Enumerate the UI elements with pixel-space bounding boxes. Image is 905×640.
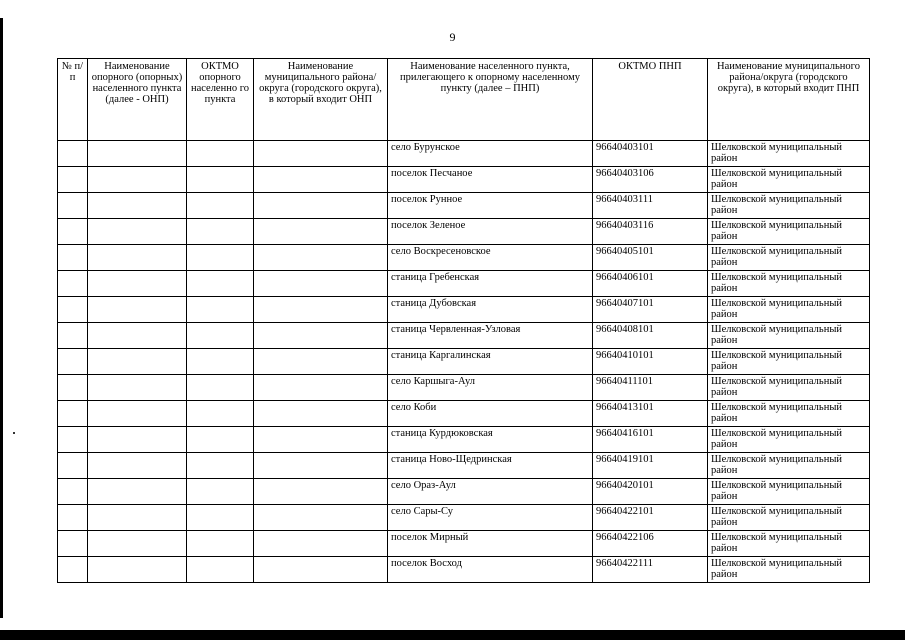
cell-number [58,167,88,193]
cell-onp-district [254,427,388,453]
cell-pnp-district: Шелковской муниципальный район [708,401,870,427]
cell-pnp-name: поселок Песчаное [388,167,593,193]
cell-onp-name [88,323,187,349]
table-row [58,531,870,557]
cell-onp-oktmo [187,427,254,453]
cell-pnp-district: Шелковской муниципальный район [708,297,870,323]
cell-pnp-name: станица Гребенская [388,271,593,297]
cell-pnp-name: станица Дубовская [388,297,593,323]
cell-onp-oktmo [187,245,254,271]
cell-onp-oktmo [187,401,254,427]
cell-pnp-district: Шелковской муниципальный район [708,349,870,375]
cell-onp-oktmo [187,505,254,531]
cell-onp-name [88,375,187,401]
cell-pnp-district: Шелковской муниципальный район [708,245,870,271]
table-row [58,375,870,401]
cell-onp-name [88,505,187,531]
table-row [58,167,870,193]
cell-number [58,557,88,583]
cell-onp-name [88,297,187,323]
header-onp-oktmo: ОКТМО опорного населенно го пункта [187,59,254,141]
cell-onp-name [88,245,187,271]
cell-onp-district [254,479,388,505]
table-row [58,557,870,583]
cell-number [58,531,88,557]
table-row [58,349,870,375]
cell-onp-district [254,453,388,479]
header-pnp-name: Наименование населенного пункта, прилегающего к опорному населенному пункту (далее – ПНП) [388,59,593,141]
cell-number [58,271,88,297]
cell-number [58,453,88,479]
cell-onp-name [88,479,187,505]
scan-speck [13,432,15,434]
cell-number [58,427,88,453]
cell-pnp-name: село Сары-Су [388,505,593,531]
cell-number [58,505,88,531]
table-row [58,297,870,323]
table-row [58,401,870,427]
cell-onp-district [254,271,388,297]
cell-pnp-district: Шелковской муниципальный район [708,167,870,193]
cell-pnp-oktmo: 96640405101 [593,245,708,271]
cell-pnp-oktmo: 96640403106 [593,167,708,193]
cell-pnp-oktmo: 96640403101 [593,141,708,167]
cell-pnp-oktmo: 96640403111 [593,193,708,219]
cell-onp-district [254,193,388,219]
cell-onp-name [88,427,187,453]
cell-pnp-district: Шелковской муниципальный район [708,531,870,557]
cell-pnp-name: станица Ново-Щедринская [388,453,593,479]
cell-pnp-oktmo: 96640413101 [593,401,708,427]
cell-onp-district [254,167,388,193]
cell-pnp-district: Шелковской муниципальный район [708,453,870,479]
left-margin-line [0,18,3,618]
cell-number [58,323,88,349]
cell-pnp-district: Шелковской муниципальный район [708,427,870,453]
cell-pnp-oktmo: 96640419101 [593,453,708,479]
cell-number [58,401,88,427]
cell-onp-district [254,531,388,557]
cell-number [58,479,88,505]
cell-pnp-district: Шелковской муниципальный район [708,505,870,531]
cell-pnp-district: Шелковской муниципальный район [708,271,870,297]
cell-pnp-name: поселок Восход [388,557,593,583]
cell-pnp-district: Шелковской муниципальный район [708,323,870,349]
cell-pnp-oktmo: 96640411101 [593,375,708,401]
cell-pnp-district: Шелковской муниципальный район [708,219,870,245]
header-number: № п/п [58,59,88,141]
cell-pnp-district: Шелковской муниципальный район [708,479,870,505]
cell-onp-oktmo [187,167,254,193]
cell-pnp-district: Шелковской муниципальный район [708,193,870,219]
cell-onp-name [88,401,187,427]
table-row [58,193,870,219]
header-onp-district: Наименование муниципального района/округа (городского округа), в который входит ОНП [254,59,388,141]
bottom-scan-band [0,630,905,640]
cell-pnp-name: станица Червленная-Узловая [388,323,593,349]
cell-onp-oktmo [187,349,254,375]
cell-onp-name [88,453,187,479]
table-row [58,505,870,531]
cell-pnp-name: село Коби [388,401,593,427]
cell-pnp-name: село Ораз-Аул [388,479,593,505]
table-row [58,141,870,167]
cell-onp-oktmo [187,219,254,245]
cell-onp-district [254,323,388,349]
cell-onp-name [88,167,187,193]
cell-onp-name [88,141,187,167]
cell-number [58,141,88,167]
cell-pnp-oktmo: 96640422111 [593,557,708,583]
cell-pnp-name: станица Каргалинская [388,349,593,375]
cell-onp-name [88,219,187,245]
cell-pnp-oktmo: 96640422106 [593,531,708,557]
cell-onp-district [254,401,388,427]
cell-number [58,349,88,375]
cell-pnp-district: Шелковской муниципальный район [708,375,870,401]
cell-onp-oktmo [187,193,254,219]
cell-pnp-name: село Бурунское [388,141,593,167]
header-pnp-oktmo: ОКТМО ПНП [593,59,708,141]
cell-pnp-oktmo: 96640410101 [593,349,708,375]
cell-number [58,297,88,323]
page-number: 9 [449,30,456,44]
cell-number [58,193,88,219]
cell-pnp-oktmo: 96640422101 [593,505,708,531]
cell-onp-oktmo [187,297,254,323]
cell-onp-name [88,271,187,297]
cell-onp-oktmo [187,557,254,583]
table-header-row [58,59,870,141]
cell-onp-oktmo [187,453,254,479]
cell-pnp-oktmo: 96640406101 [593,271,708,297]
settlements-table [57,58,870,583]
cell-onp-oktmo [187,479,254,505]
table-row [58,453,870,479]
cell-number [58,219,88,245]
cell-pnp-name: село Воскресеновское [388,245,593,271]
cell-pnp-oktmo: 96640420101 [593,479,708,505]
cell-pnp-oktmo: 96640416101 [593,427,708,453]
cell-onp-oktmo [187,531,254,557]
header-pnp-district: Наименование муниципального района/округа (городского округа), в который входит ПНП [708,59,870,141]
cell-onp-district [254,505,388,531]
cell-onp-district [254,375,388,401]
table-row [58,245,870,271]
cell-onp-district [254,557,388,583]
cell-onp-name [88,531,187,557]
cell-pnp-name: поселок Рунное [388,193,593,219]
cell-onp-district [254,297,388,323]
cell-pnp-name: поселок Мирный [388,531,593,557]
table-row [58,427,870,453]
cell-onp-district [254,219,388,245]
header-onp-name: Наименование опорного (опорных) населенного пункта (далее - ОНП) [88,59,187,141]
table-row [58,323,870,349]
cell-onp-name [88,193,187,219]
table-row [58,271,870,297]
cell-onp-oktmo [187,271,254,297]
cell-pnp-name: станица Курдюковская [388,427,593,453]
cell-number [58,245,88,271]
cell-onp-district [254,349,388,375]
cell-onp-district [254,141,388,167]
table-row [58,219,870,245]
cell-onp-name [88,349,187,375]
cell-onp-oktmo [187,323,254,349]
cell-onp-name [88,557,187,583]
cell-onp-oktmo [187,375,254,401]
cell-pnp-name: село Каршыга-Аул [388,375,593,401]
cell-pnp-district: Шелковской муниципальный район [708,557,870,583]
cell-onp-oktmo [187,141,254,167]
cell-pnp-district: Шелковской муниципальный район [708,141,870,167]
table-row [58,479,870,505]
cell-onp-district [254,245,388,271]
cell-number [58,375,88,401]
cell-pnp-name: поселок Зеленое [388,219,593,245]
cell-pnp-oktmo: 96640408101 [593,323,708,349]
cell-pnp-oktmo: 96640403116 [593,219,708,245]
cell-pnp-oktmo: 96640407101 [593,297,708,323]
